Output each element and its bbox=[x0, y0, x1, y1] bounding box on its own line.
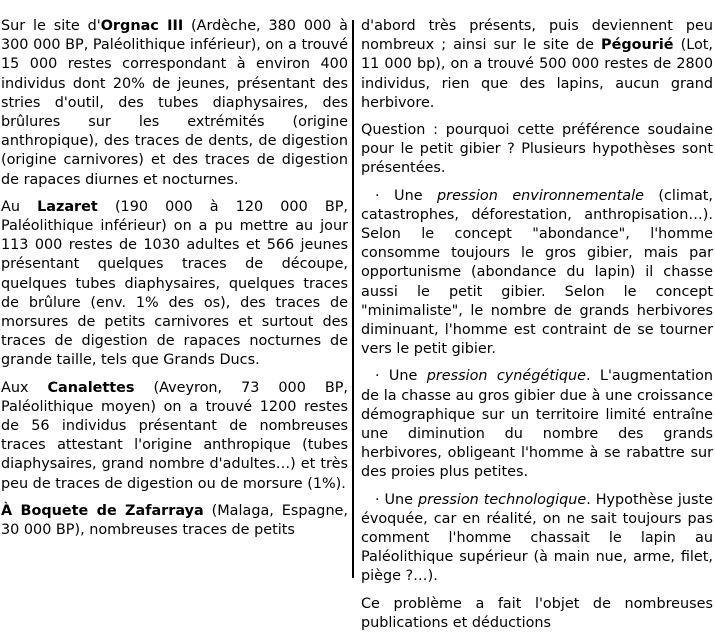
text-run: Question : pourquoi cette préférence soudaine pour le petit gibier ? Plusieurs hypothèses sont présentées. bbox=[361, 122, 713, 177]
text-run: (Lot, 11 000 bp), on a trouvé 500 000 restes de 2800 individus, rien que des lapins, aucun grand herbivore. bbox=[361, 37, 713, 111]
paragraph-right-3 bbox=[361, 187, 713, 360]
text-run: · Une bbox=[375, 491, 418, 508]
emphasis-italic: pression cynégétique bbox=[426, 368, 587, 385]
text-column-left bbox=[1, 17, 348, 548]
text-run: Ce problème a fait l'objet de nombreuses publications et déductions bbox=[361, 595, 713, 631]
text-run: Au bbox=[1, 198, 38, 215]
site-name-bold: Pégourié bbox=[601, 37, 674, 54]
paragraph-right-1 bbox=[361, 17, 713, 113]
paragraph-right-4 bbox=[361, 367, 713, 482]
site-name-bold: À Boquete de Zafarraya bbox=[1, 502, 204, 519]
paragraph-left-3 bbox=[1, 379, 348, 494]
text-run: (climat, catastrophes, déforestation, anthropisation…). Selon le concept "abondance", l'homme consomme toujours le gros gibier, mais par opportunisme (abondance du lapin) il chasse aussi le petit gibier. Selon le concept "minimaliste", le nombre de grands herbivores diminuant, l'homme est contraint de se tourner vers le petit gibier. bbox=[361, 187, 713, 358]
site-name-bold: Lazaret bbox=[37, 198, 98, 215]
site-name-bold: Orgnac III bbox=[100, 18, 184, 34]
text-column-right bbox=[361, 17, 713, 641]
paragraph-left-4 bbox=[1, 502, 348, 540]
text-run: . L'augmentation de la chasse au gros gibier due à une croissance démographique sur un territoire limité entraîne une diminution du nombre des grands herbivores, obligeant l'homme à se rabattre sur des proies plus petites. bbox=[361, 368, 713, 481]
text-run: Aux bbox=[1, 379, 48, 396]
text-run: Sur le site d' bbox=[1, 18, 101, 34]
text-run: · Une bbox=[375, 368, 427, 385]
paragraph-right-2 bbox=[361, 121, 713, 179]
text-run: d'abord très présents, puis deviennent peu nombreux ; ainsi sur le site de bbox=[361, 18, 713, 54]
text-run: (Ardèche, 380 000 à 300 000 BP, Paléolithique inférieur), on a trouvé 15 000 restes correspondant à environ 400 individus dont 20% de jeunes, présentant des stries d'outil, des tubes diaphysaires, des brûlures sur les extrémités (origine anthropique), des traces de dents, de digestion (origine carnivores) et des traces de digestion de rapaces diurnes et nocturnes. bbox=[1, 18, 348, 188]
text-run: (190 000 à 120 000 BP, Paléolithique inférieur) on a pu mettre au jour 113 000 restes de 1030 adultes et 566 jeunes présentant quelques traces de découpe, quelques tubes diaphysaires, quelques traces de brûlure (env. 1% des os), des traces de morsures de petits carnivores et surtout des traces de digestion de rapaces nocturnes de grande taille, tels que Grands Ducs. bbox=[1, 198, 348, 369]
text-run: (Malaga, Espagne, 30 000 BP), nombreuses traces de petits bbox=[1, 502, 348, 539]
text-run: (Aveyron, 73 000 BP, Paléolithique moyen) on a trouvé 1200 restes de 56 individus présentant de nombreuses traces attestant l'origine anthropique (tubes diaphysaires, grand nombre d'adultes…) et très peu de traces de digestion ou de morsure (1%). bbox=[1, 379, 348, 492]
emphasis-italic: pression environnementale bbox=[437, 187, 644, 204]
paragraph-left-1 bbox=[1, 17, 348, 190]
column-divider bbox=[352, 20, 354, 578]
paragraph-left-2 bbox=[1, 198, 348, 371]
text-run: · Une bbox=[375, 187, 438, 204]
text-run: . Hypothèse juste évoquée, car en réalité, on ne sait toujours pas comment l'homme chassait le lapin au Paléolithique supérieur (à main nue, arme, filet, piège ?…). bbox=[361, 491, 713, 585]
paragraph-right-6 bbox=[361, 595, 713, 633]
site-name-bold: Canalettes bbox=[47, 379, 135, 396]
paragraph-right-5 bbox=[361, 491, 713, 587]
emphasis-italic: pression technologique bbox=[417, 491, 587, 508]
